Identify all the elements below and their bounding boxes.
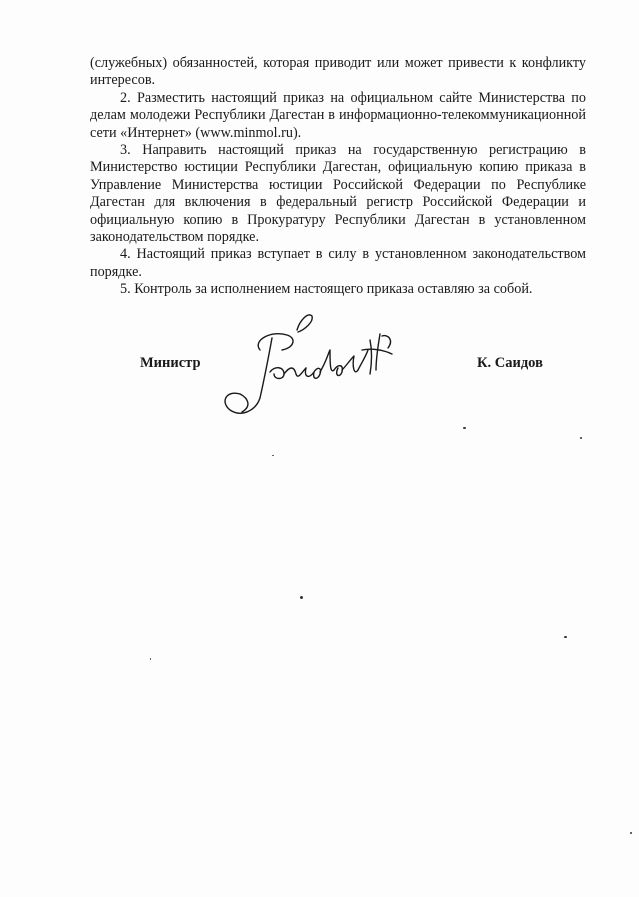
paragraph-item-5: 5. Контроль за исполнением настоящего приказа оставляю за собой. [120,281,533,298]
document-body [90,55,586,299]
scan-speck [150,658,151,660]
paragraph-item-2: 2. Разместить настоящий приказ на официальном сайте Министерства по делам молодежи Республики Дагестан в информационно-телекоммуникационной сети «Интернет» (www.minmol.ru). [90,89,586,141]
scan-speck [630,832,632,834]
handwritten-signature [212,310,412,430]
position-label: Министр [140,355,201,371]
scan-speck [580,437,582,439]
signature-block [0,345,639,455]
paragraph-item-3: 3. Направить настоящий приказ на государственную регистрацию в Министерство юстиции Республики Дагестан, официальную копию приказа в Управление Министерства юстиции Российской Федерации по Республике Дагестан для включения в федеральный регистр Российской Федерации и официальную копию в Прокуратуру Республики Дагестан в установленном законодательством порядке. [90,142,586,246]
scan-speck [272,455,274,456]
paragraph-continuation: (служебных) обязанностей, которая приводит или может привести к конфликту интересов. [90,55,586,89]
scan-speck [463,427,466,429]
scan-speck [300,596,303,599]
scan-speck [564,636,567,638]
paragraph-item-4: 4. Настоящий приказ вступает в силу в установленном законодательством порядке. [90,246,586,280]
signatory-name: К. Саидов [477,355,543,371]
